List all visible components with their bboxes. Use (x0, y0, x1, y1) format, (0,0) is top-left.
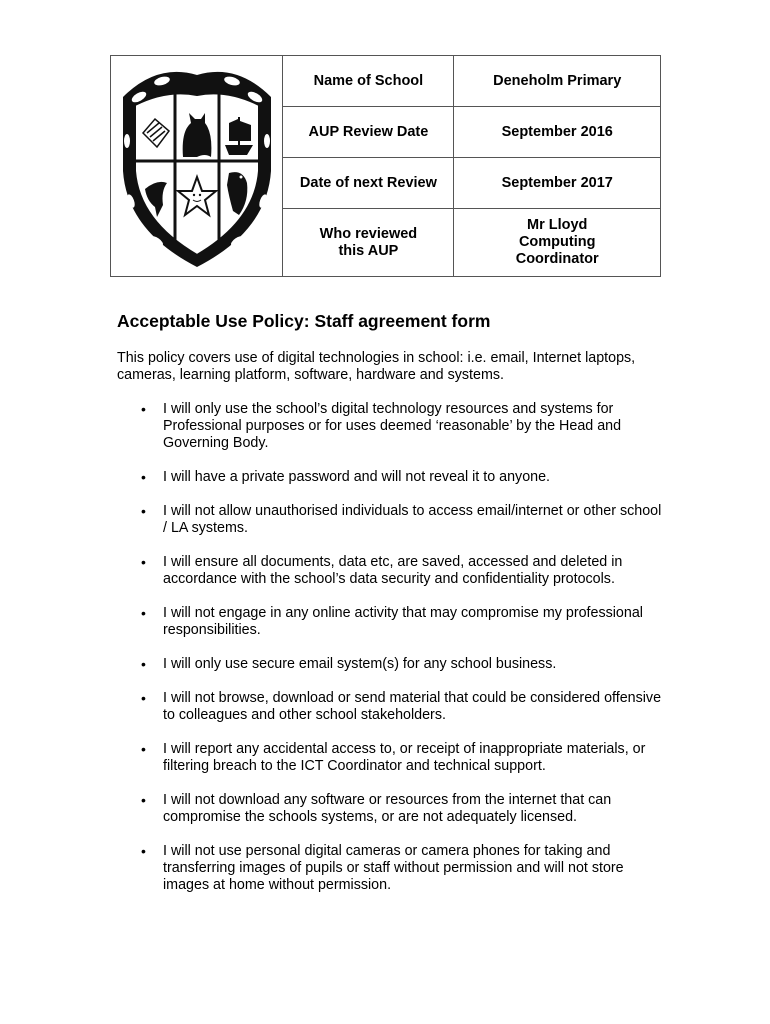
rule-text: I will not use personal digital cameras or camera phones for taking and transferring images of pupils or staff without permission and will not store images at home without permission. (163, 843, 624, 893)
bullet-icon: • (141, 605, 146, 621)
rule-text: I will not browse, download or send material that could be considered offensive to colleagues and other school stakeholders. (163, 690, 662, 723)
bullet-icon: • (141, 792, 146, 808)
row-label-name-of-school: Name of School (283, 56, 454, 107)
list-item (117, 605, 662, 639)
bullet-icon: • (141, 503, 146, 519)
school-info-table (110, 55, 661, 277)
row-value-review-date: September 2016 (454, 107, 661, 158)
list-item (117, 554, 662, 588)
rule-text: I will have a private password and will not reveal it to anyone. (163, 469, 551, 485)
bullet-icon: • (141, 741, 146, 757)
list-item (117, 792, 662, 826)
rule-text: I will not download any software or resources from the internet that can compromise the schools systems, or are not adequately licensed. (163, 792, 612, 825)
rule-text: I will only use the school’s digital technology resources and systems for Professional purposes or for uses deemed ‘reasonable’ by the Head and Governing Body. (163, 401, 622, 451)
rule-text: I will not engage in any online activity that may compromise my professional responsibilities. (163, 605, 643, 638)
rule-text: I will only use secure email system(s) for any school business. (163, 656, 557, 672)
crest-cell (111, 56, 283, 277)
row-value-next-review: September 2017 (454, 158, 661, 209)
list-item (117, 469, 662, 486)
row-value-reviewer: Mr Lloyd Computing Coordinator (454, 209, 661, 277)
intro-paragraph: This policy covers use of digital technologies in school: i.e. email, Internet laptops, cameras, learning platform, software, hardware and systems. (117, 350, 636, 383)
rule-text: I will not allow unauthorised individuals to access email/internet or other school / LA systems. (163, 503, 662, 536)
list-item (117, 690, 662, 724)
row-label-next-review: Date of next Review (283, 158, 454, 209)
policy-rules-list (117, 401, 662, 894)
bullet-icon: • (141, 843, 146, 859)
list-item (117, 656, 662, 673)
school-crest-icon (117, 61, 277, 271)
list-item (117, 843, 662, 894)
bullet-icon: • (141, 469, 146, 485)
list-item (117, 401, 662, 452)
rule-text: I will report any accidental access to, or receipt of inappropriate materials, or filtering breach to the ICT Coordinator and technical support. (163, 741, 646, 774)
row-value-school-name: Deneholm Primary (454, 56, 661, 107)
row-label-reviewer: Who reviewed this AUP (283, 209, 454, 277)
page-title: Acceptable Use Policy: Staff agreement form (117, 311, 491, 331)
row-label-review-date: AUP Review Date (283, 107, 454, 158)
bullet-icon: • (141, 401, 146, 417)
bullet-icon: • (141, 554, 146, 570)
bullet-icon: • (141, 656, 146, 672)
bullet-icon: • (141, 690, 146, 706)
rule-text: I will ensure all documents, data etc, are saved, accessed and deleted in accordance with the school’s data security and confidentiality protocols. (163, 554, 623, 587)
list-item (117, 503, 662, 537)
list-item (117, 741, 662, 775)
